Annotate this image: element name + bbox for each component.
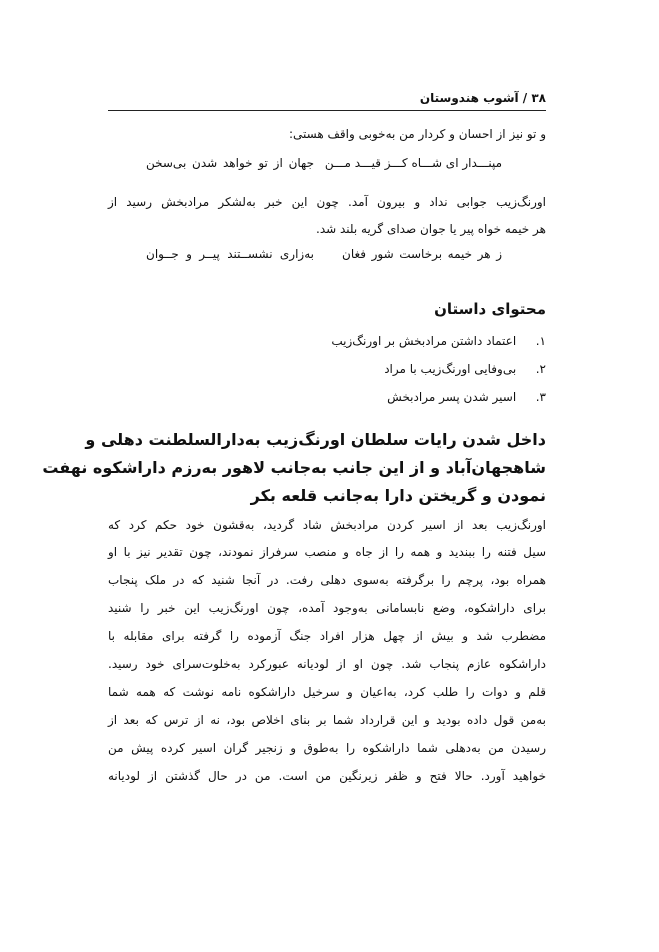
verse1-second-hemistich: جهان از تو خواهد شدن بی‌سخن — [146, 156, 314, 170]
story-content-item — [108, 361, 546, 377]
list-item-number: ۲. — [535, 362, 546, 376]
chapter-heading-line: نمودن و گریختن دارا به‌جانب قلعه بکر — [250, 486, 546, 505]
paragraph2-line: رسیدن من به‌دهلی شما داراشکوه را به‌طوق و زنجیر گران اسیر کرده پیش من — [108, 741, 546, 755]
story-content-item — [108, 389, 546, 405]
paragraph2-line: به‌من قول داده بودید و این قرارداد شما بر بنای اخلاص بود، نه از ترس که بعد از — [108, 713, 546, 727]
verse2-first-hemistich: ز هر خیمه برخاست شور فغان — [342, 247, 502, 261]
book-page — [42, 0, 546, 952]
paragraph2-line: قلم و دوات را طلب کرد، به‌اعیان و سرخیل داراشکوه نامه نوشت که همه شما — [108, 685, 546, 699]
paragraph2-line: داراشکوه عازم پنجاب شد. چون او از لودیانه عبورکرد به‌خلوت‌سرای خود رسید. — [108, 657, 546, 671]
paragraph2-line: همراه بود، پرچم را برگرفته به‌سوی دهلی رفت. در آنجا شنید که در ملک پنجاب — [108, 573, 546, 587]
list-item-text: بی‌وفایی اورنگ‌زیب با مراد — [384, 362, 517, 376]
verse2-second-hemistich: به‌زاری نشســتند پیــر و جــوان — [146, 247, 314, 261]
header-rule — [108, 110, 546, 111]
list-item-text: اعتماد داشتن مرادبخش بر اورنگ‌زیب — [331, 334, 517, 348]
story-content-title: محتوای داستان — [434, 300, 546, 318]
paragraph2-line: برای داراشکوه، وضع نابسامانی به‌وجود آمده، چون اورنگ‌زیب این خبر را شنید — [108, 601, 546, 615]
paragraph2-line: اورنگ‌زیب بعد از اسیر کردن مرادبخش شاد گردید، به‌قشون خود حکم کرد که — [108, 518, 546, 532]
running-header: ۳۸ / آشوب هندوستان — [419, 91, 546, 105]
story-content-item — [108, 333, 546, 349]
paragraph2-line: خواهید آورد. حالا فتح و ظفر زیرنگین من است. من در حال گذشتن از لودیانه — [108, 769, 546, 783]
list-item-number: ۳. — [535, 390, 546, 404]
chapter-heading-line: داخل شدن رایات سلطان اورنگ‌زیب به‌دارالسلطنت دهلی و — [85, 430, 546, 449]
verse1-first-hemistich: مپنـــدار ای شـــاه کـــز قیـــد مـــن — [324, 156, 502, 170]
paragraph2-line: مضطرب شد و بیش از چهل هزار افراد جنگ آزموده را گرفته برای مقابله با — [108, 629, 546, 643]
chapter-heading-line: شاهجهان‌آباد و از این جانب به‌جانب لاهور به‌رزم داراشکوه نهفت — [42, 458, 546, 477]
paragraph2-line: سیل فتنه را ببندید و همه را از جاه و منصب سرفراز نمودند، چون تقدیر نیز با او — [108, 545, 546, 559]
paragraph1-line: اورنگ‌زیب جوابی نداد و بیرون آمد. چون این خبر به‌لشکر مرادبخش رسید از — [108, 195, 546, 209]
intro-line: و تو نیز از احسان و کردار من به‌خوبی واقف هستی: — [289, 127, 546, 141]
list-item-text: اسیر شدن پسر مرادبخش — [387, 390, 517, 404]
paragraph1-line: هر خیمه خواه پیر یا جوان صدای گریه بلند شد. — [316, 222, 546, 236]
list-item-number: ۱. — [535, 334, 546, 348]
